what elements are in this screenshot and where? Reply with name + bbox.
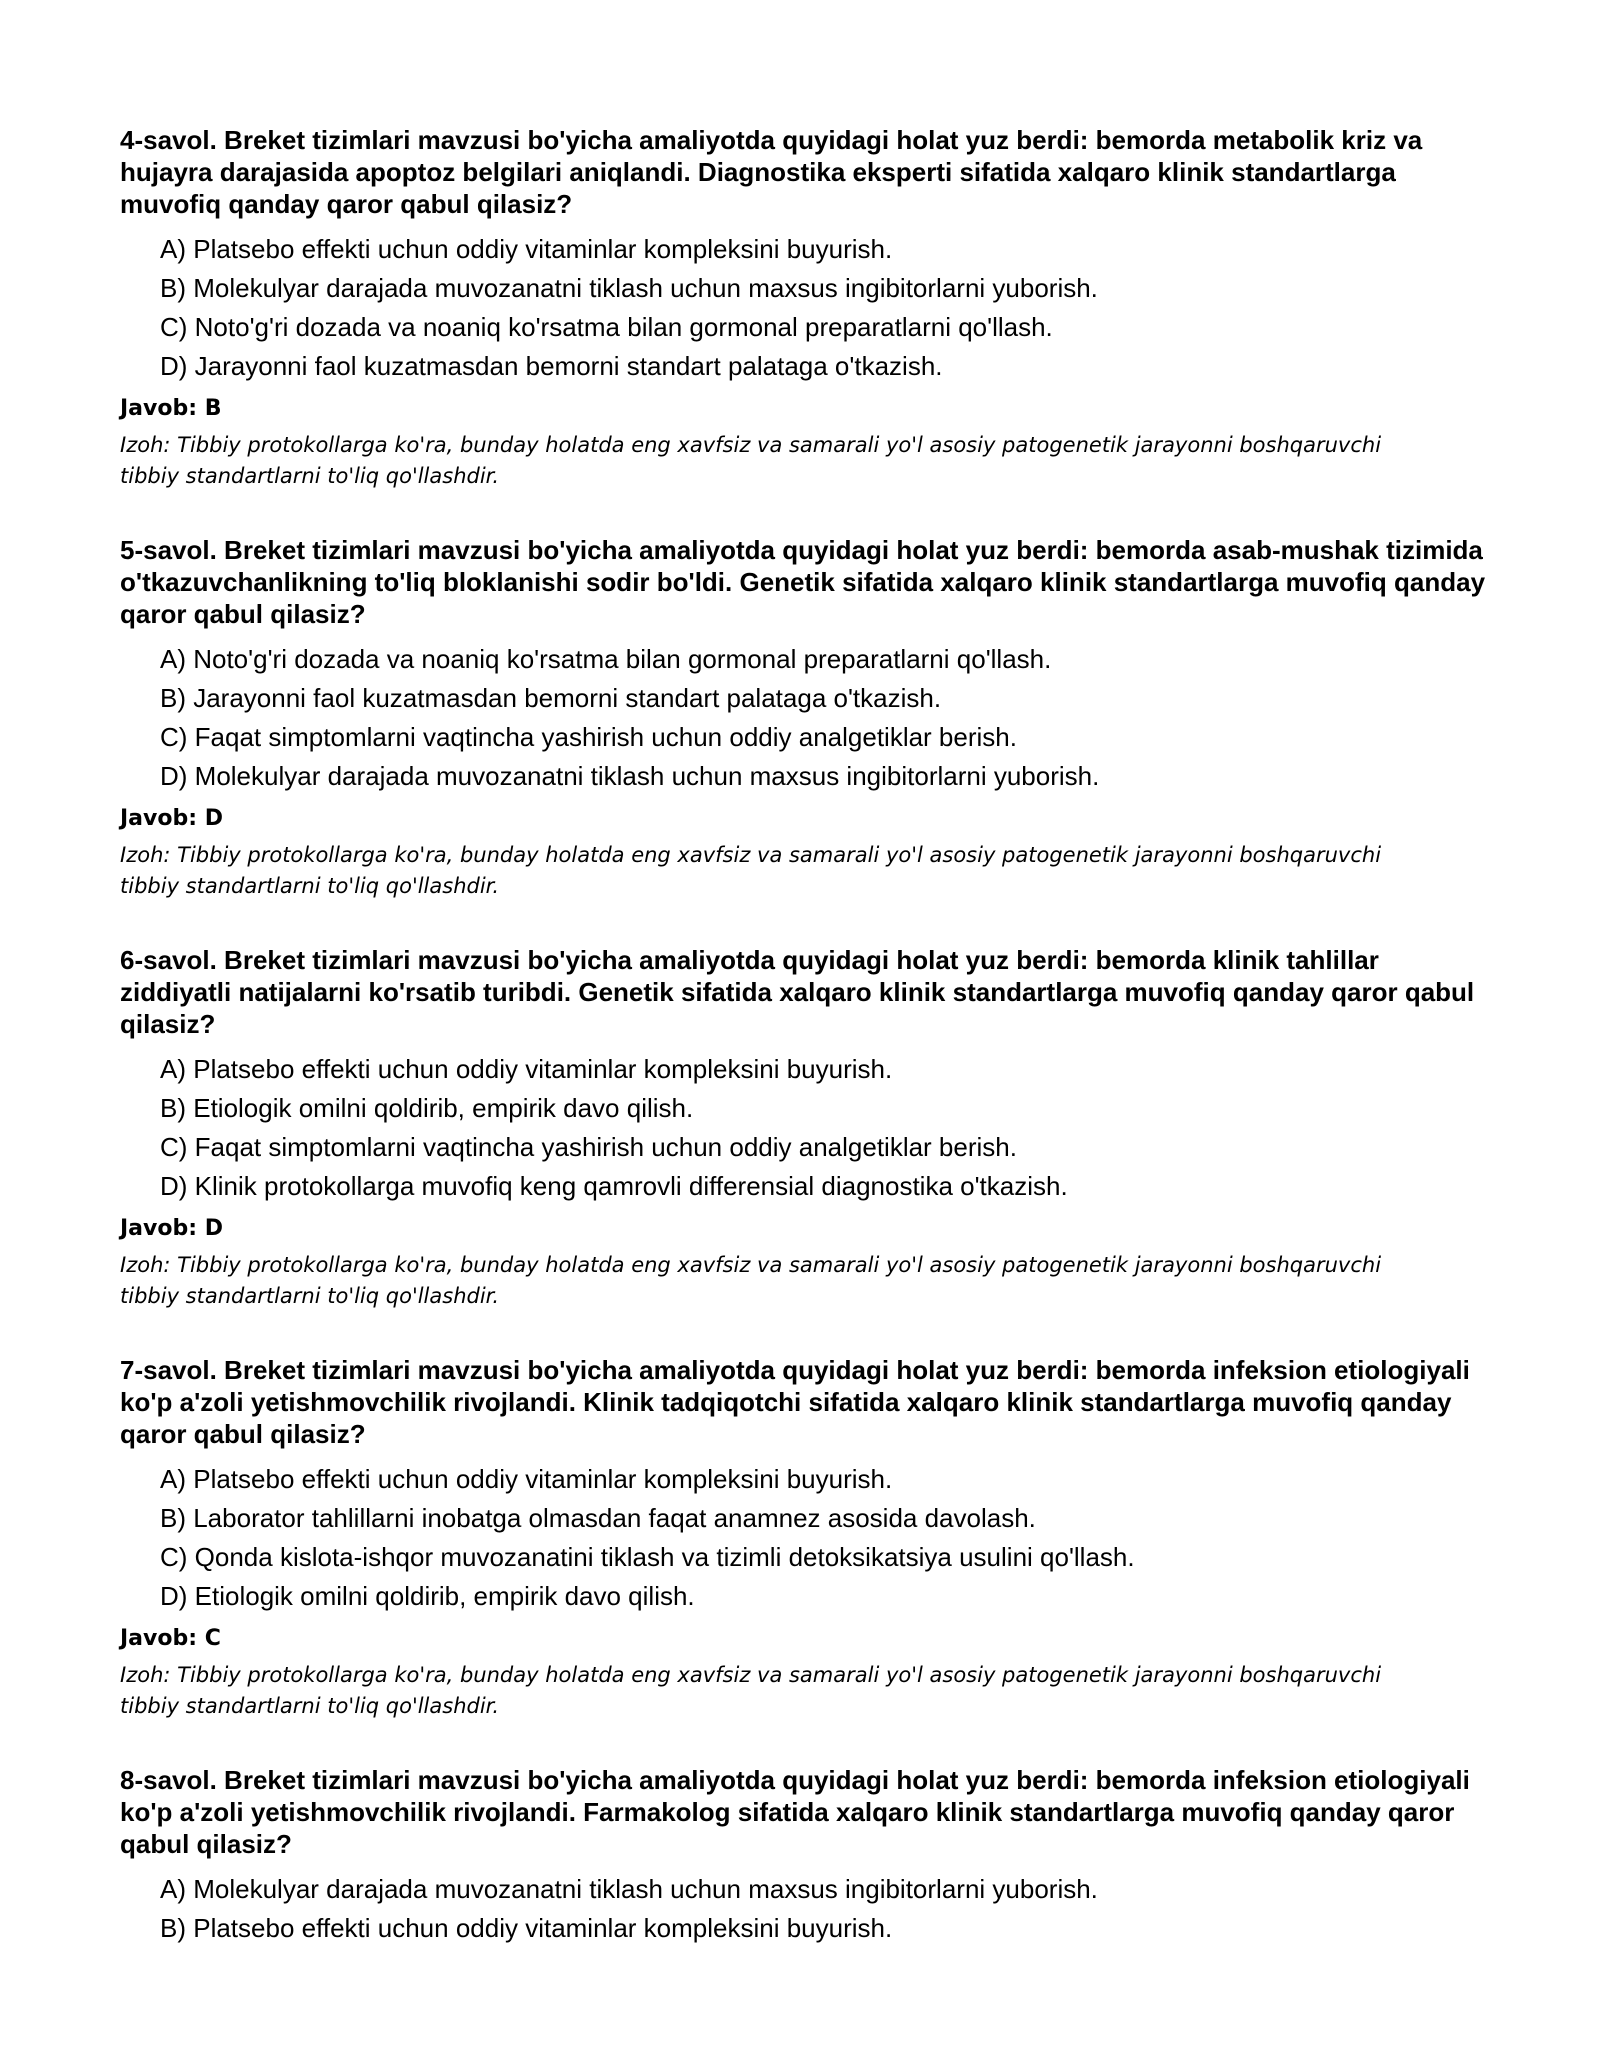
- question-title: 4-savol. Breket tizimlari mavzusi bo'yicha amaliyotda quyidagi holat yuz berdi: bemorda metabolik kriz va hujayra darajasida apoptoz belgilari aniqlandi. Diagnostika eksperti sifatida xalqaro klinik standartlarga muvofiq qanday qaror qabul qilasiz?: [120, 125, 1423, 219]
- answer-key: Javob: D: [120, 1216, 223, 1241]
- option-b: B) Platsebo effekti uchun oddiy vitaminlar kompleksini buyurish.: [160, 1913, 893, 1943]
- question-block: [120, 1764, 1490, 1948]
- explanation-note: Izoh: Tibbiy protokollarga ko'ra, bunday holatda eng xavfsiz va samarali yo'l asosiy patogenetik jarayonni boshqaruvchi tibbiy standartlarni to'liq qo'llashdir.: [120, 433, 1382, 488]
- option-c: C) Faqat simptomlarni vaqtincha yashirish uchun oddiy analgetiklar berish.: [160, 722, 1017, 752]
- option-a: A) Platsebo effekti uchun oddiy vitaminlar kompleksini buyurish.: [160, 1054, 893, 1084]
- option-a: A) Molekulyar darajada muvozanatni tiklash uchun maxsus ingibitorlarni yuborish.: [160, 1874, 1098, 1904]
- option-a: A) Noto'g'ri dozada va noaniq ko'rsatma bilan gormonal preparatlarni qo'llash.: [160, 644, 1052, 674]
- question-block: [120, 1354, 1490, 1722]
- answer-options: [120, 1870, 1490, 1948]
- question-block: [120, 944, 1490, 1312]
- option-c: C) Noto'g'ri dozada va noaniq ko'rsatma bilan gormonal preparatlarni qo'llash.: [160, 312, 1053, 342]
- option-c: C) Faqat simptomlarni vaqtincha yashirish uchun oddiy analgetiklar berish.: [160, 1132, 1017, 1162]
- option-a: A) Platsebo effekti uchun oddiy vitaminlar kompleksini buyurish.: [160, 1464, 893, 1494]
- question-block: [120, 534, 1490, 902]
- explanation-note: Izoh: Tibbiy protokollarga ko'ra, bunday holatda eng xavfsiz va samarali yo'l asosiy patogenetik jarayonni boshqaruvchi tibbiy standartlarni to'liq qo'llashdir.: [120, 843, 1382, 898]
- option-d: D) Etiologik omilni qoldirib, empirik davo qilish.: [160, 1581, 695, 1611]
- document-page: [120, 124, 1490, 1990]
- option-a: A) Platsebo effekti uchun oddiy vitaminlar kompleksini buyurish.: [160, 234, 893, 264]
- option-b: B) Laborator tahlillarni inobatga olmasdan faqat anamnez asosida davolash.: [160, 1503, 1036, 1533]
- question-title: 8-savol. Breket tizimlari mavzusi bo'yicha amaliyotda quyidagi holat yuz berdi: bemorda infeksion etiologiyali ko'p a'zoli yetishmovchilik rivojlandi. Farmakolog sifatida xalqaro klinik standartlarga muvofiq qanday qaror qabul qilasiz?: [120, 1765, 1470, 1859]
- answer-options: [120, 1460, 1490, 1616]
- answer-key: Javob: D: [120, 806, 223, 831]
- explanation-note: Izoh: Tibbiy protokollarga ko'ra, bunday holatda eng xavfsiz va samarali yo'l asosiy patogenetik jarayonni boshqaruvchi tibbiy standartlarni to'liq qo'llashdir.: [120, 1663, 1382, 1718]
- answer-options: [120, 1050, 1490, 1206]
- question-title: 6-savol. Breket tizimlari mavzusi bo'yicha amaliyotda quyidagi holat yuz berdi: bemorda klinik tahlillar ziddiyatli natijalarni ko'rsatib turibdi. Genetik sifatida xalqaro klinik standartlarga muvofiq qanday qaror qabul qilasiz?: [120, 945, 1475, 1039]
- question-title: 5-savol. Breket tizimlari mavzusi bo'yicha amaliyotda quyidagi holat yuz berdi: bemorda asab-mushak tizimida o'tkazuvchanlikning to'liq bloklanishi sodir bo'ldi. Genetik sifatida xalqaro klinik standartlarga muvofiq qanday qaror qabul qilasiz?: [120, 535, 1486, 629]
- explanation-note: Izoh: Tibbiy protokollarga ko'ra, bunday holatda eng xavfsiz va samarali yo'l asosiy patogenetik jarayonni boshqaruvchi tibbiy standartlarni to'liq qo'llashdir.: [120, 1253, 1382, 1308]
- option-d: D) Molekulyar darajada muvozanatni tiklash uchun maxsus ingibitorlarni yuborish.: [160, 761, 1100, 791]
- answer-key: Javob: C: [120, 1626, 221, 1651]
- option-d: D) Jarayonni faol kuzatmasdan bemorni standart palataga o'tkazish.: [160, 351, 943, 381]
- answer-key: Javob: B: [120, 396, 222, 421]
- question-title: 7-savol. Breket tizimlari mavzusi bo'yicha amaliyotda quyidagi holat yuz berdi: bemorda infeksion etiologiyali ko'p a'zoli yetishmovchilik rivojlandi. Klinik tadqiqotchi sifatida xalqaro klinik standartlarga muvofiq qanday qaror qabul qilasiz?: [120, 1355, 1470, 1449]
- answer-options: [120, 230, 1490, 386]
- question-block: [120, 124, 1490, 492]
- option-b: B) Molekulyar darajada muvozanatni tiklash uchun maxsus ingibitorlarni yuborish.: [160, 273, 1098, 303]
- answer-options: [120, 640, 1490, 796]
- option-b: B) Jarayonni faol kuzatmasdan bemorni standart palataga o'tkazish.: [160, 683, 942, 713]
- option-c: C) Qonda kislota-ishqor muvozanatini tiklash va tizimli detoksikatsiya usulini qo'llash.: [160, 1542, 1135, 1572]
- option-d: D) Klinik protokollarga muvofiq keng qamrovli differensial diagnostika o'tkazish.: [160, 1171, 1068, 1201]
- option-b: B) Etiologik omilni qoldirib, empirik davo qilish.: [160, 1093, 694, 1123]
